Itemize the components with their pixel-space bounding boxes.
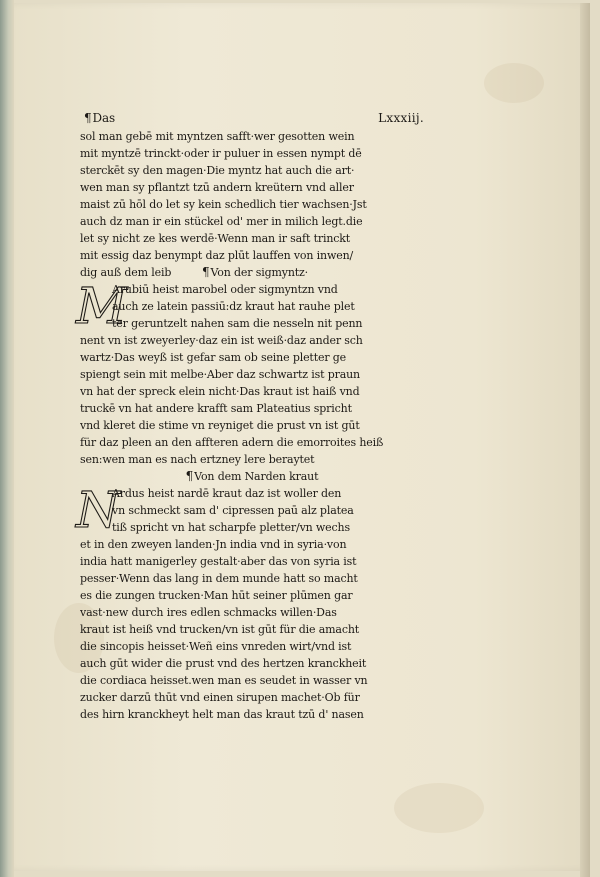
text-line: kraut ist heiß vnd trucken/vn ist gūt für die amacht — [80, 623, 360, 636]
text-line: wen man sy pflantzt tzū andern kreütern vnd aller — [80, 181, 354, 194]
text-line: ter geruntzelt nahen sam die nesseln nit penn — [112, 317, 363, 330]
text-line: sen:wen man es nach ertzney lere beraytet — [80, 453, 315, 466]
text-line: mit myntzē trinckt·oder ir puluer in essen nympt dē — [80, 147, 362, 160]
header-section: ¶Das — [84, 111, 115, 125]
section-heading: ¶Von dem Narden kraut — [185, 469, 319, 483]
folio-number: Lxxxiij. — [378, 111, 424, 125]
text-line: zucker darzū thūt vnd einen sirupen machet·Ob für — [80, 691, 360, 704]
text-line: truckē vn hat andere krafft sam Plateatius spricht — [80, 402, 352, 415]
text-line: auch ze latein passiū:dz kraut hat rauhe plet — [112, 300, 355, 313]
text-line: india hatt manigerley gestalt·aber das von syria ist — [80, 555, 357, 568]
decorated-initial: N — [76, 481, 120, 539]
text-line: vnd kleret die stime vn reyniget die prust vn ist gūt — [80, 419, 360, 432]
text-line-end: dig auß dem leib — [80, 266, 172, 279]
text-line: vn hat der spreck elein nicht·Das kraut ist haiß vnd — [80, 385, 360, 398]
text-line: auch dz man ir ein stückel od' mer in milich legt.die — [80, 215, 363, 228]
binding-gutter — [0, 0, 14, 877]
text-line: Arubiū heist marobel oder sigmyntzn vnd — [112, 283, 338, 296]
page-edge — [580, 3, 590, 877]
text-line: die cordiaca heisset.wen man es seudet in wasser vn — [80, 674, 368, 687]
text-line: Ardus heist nardē kraut daz ist woller den — [112, 487, 342, 500]
text-line: let sy nicht ze kes werdē·Wenn man ir saft trinckt — [80, 232, 351, 245]
text-line: vast·new durch ires edlen schmacks willen·Das — [80, 606, 337, 619]
text-line — [80, 264, 424, 281]
text-line: für daz pleen an den affteren adern die emorroites heiß — [80, 436, 384, 449]
section-heading: Von der sigmyntz· — [210, 266, 309, 279]
text-line: des hirn kranckheyt helt man das kraut tzū d' nasen — [80, 708, 364, 721]
text-line: vn schmeckt sam d' cipressen paū alz platea — [112, 504, 354, 517]
paragraph-mark-icon: ¶ — [84, 111, 92, 125]
paragraph-marrubium — [76, 277, 424, 335]
text-line: spiengt sein mit melbe·Aber daz schwartz ist praun — [80, 368, 360, 381]
text-line: es die zungen trucken·Man hūt seiner plūmen gar — [80, 589, 353, 602]
paragraph-mark-icon: ¶ — [185, 469, 194, 483]
paragraph-nardus — [76, 481, 424, 539]
text-line: sterckēt sy den magen·Die myntz hat auch die art· — [80, 164, 355, 177]
text-line: nent vn ist zweyerley·daz ein ist weiß·daz ander sch — [80, 334, 363, 347]
text-column — [76, 110, 424, 723]
text-line: maist zū hōl do let sy kein schedlich tier wachsen·Jst — [80, 198, 367, 211]
paragraph-mark-icon: ¶ — [201, 265, 210, 279]
text-line: tiß spricht vn hat scharpfe pletter/vn wechs — [112, 521, 350, 534]
text-line: auch gūt wider die prust vnd des hertzen kranckheit — [80, 657, 367, 670]
text-line: die sincopis heisset·Weñ eins vnreden wirt/vnd ist — [80, 640, 352, 653]
decorated-initial: M — [76, 277, 128, 335]
text-line: mit essig daz benympt daz plūt lauffen von inwen/ — [80, 249, 354, 262]
text-line: sol man gebē mit myntzen safft·wer gesotten wein — [80, 130, 355, 143]
text-line: et in den zweyen landen·Jn india vnd in syria·von — [80, 538, 347, 551]
text-line: wartz·Das weyß ist gefar sam ob seine pletter ge — [80, 351, 347, 364]
text-line: pesser·Wenn das lang in dem munde hatt so macht — [80, 572, 358, 585]
running-header — [80, 110, 424, 128]
